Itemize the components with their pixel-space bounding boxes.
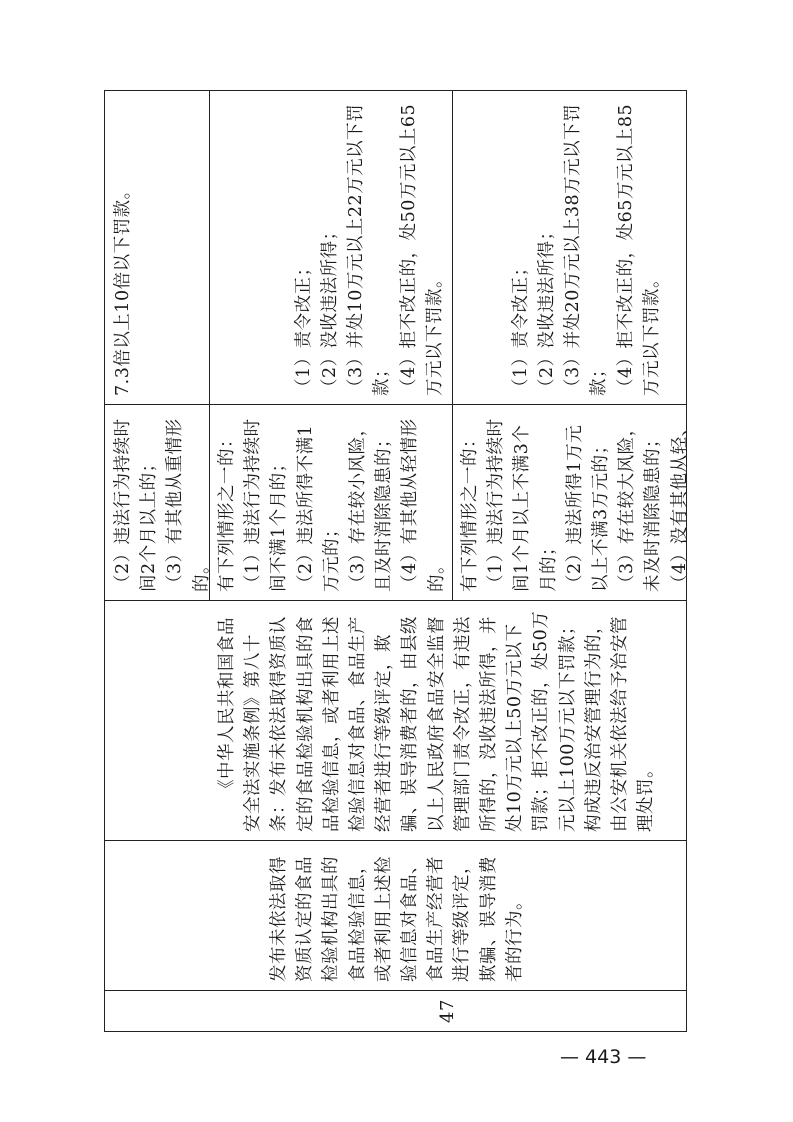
- light-condition-line: （2）违法所得不满1万元的；: [295, 424, 342, 592]
- light-condition-line: （4）有其他从轻情形的。: [400, 418, 447, 592]
- light-penalty-cell: [212, 92, 450, 402]
- light-penalty-line: （3）并处10万元以上22万元以下罚款；: [346, 103, 393, 396]
- medium-condition-line: 有下列情形之一的：: [460, 430, 480, 592]
- medium-penalty-cell: [455, 92, 685, 402]
- row-number: 47: [436, 999, 458, 1023]
- prev-condition-cell: [108, 406, 212, 598]
- prev-penalty-cell: [108, 92, 208, 402]
- medium-condition-line: （2）违法所得1万元以上不满3万元的；: [564, 424, 612, 592]
- light-condition-line: 有下列情形之一的：: [217, 430, 237, 592]
- violation-text: 发布未依法取得资质认定的食品检验机构出具的食品检验信息，或者利用上述检验信息对食品、食品生产经营者进行等级评定，欺骗、误导消费者的行为。: [269, 856, 525, 982]
- violation-cell: [264, 842, 684, 988]
- medium-condition-cell: [455, 406, 690, 598]
- row-divider-2: [452, 90, 453, 600]
- medium-penalty-line: （2）没收违法所得；: [536, 222, 557, 396]
- light-condition-line: （1）违法行为持续时间不满1个月的；: [243, 418, 290, 592]
- medium-condition-line: （3）存在较大风险，未及时消除隐患的；: [617, 418, 664, 592]
- light-condition-line: （3）存在较小风险，且及时消除隐患的；: [348, 418, 395, 592]
- medium-condition-line: （4）没有其他从轻、: [669, 418, 690, 592]
- medium-penalty-line: （1）责令改正；: [510, 258, 531, 396]
- medium-penalty-line: （4）拒不改正的，处65万元以上85万元以下罚款。: [615, 103, 662, 396]
- legal-basis-text: 《中华人民共和国食品安全法实施条例》第八十条：发布未依法取得资质认定的食品检验机构出具的食品检验信息，或者利用上述检验信息对食品、食品生产经营者进行等级评定，欺骗、误导消费者的，由县级以上人民政府食品安全监督管理部门责令改正，有违法所得的，没收违法所得，并处10万元以上50万元以下罚款；拒不改正的，处50万元以上100万元以下罚款；构成违反治安管理行为的，由公安机关依法给予治安管理处罚。: [217, 610, 657, 832]
- medium-condition-line: （1）违法行为持续时间1个月以上不满3个月的；: [486, 418, 559, 592]
- light-penalty-line: （2）没收违法所得；: [319, 222, 340, 396]
- prev-condition-line: （2）违法行为持续时间2个月以上的；: [113, 418, 160, 592]
- light-penalty-line: （1）责令改正；: [293, 258, 314, 396]
- prev-penalty-line: 7.3倍以上10倍以下罚款。: [113, 181, 133, 396]
- rotated-penalty-table: [104, 90, 690, 1032]
- legal-basis-cell: [212, 602, 682, 838]
- prev-condition-line: （3）有其他从重情形的。: [165, 418, 212, 592]
- medium-penalty-line: （3）并处20万元以上38万元以下罚款；: [563, 103, 610, 396]
- page-number: — 443 —: [560, 1046, 647, 1068]
- light-condition-cell: [212, 406, 450, 598]
- row-number-cell: [209, 990, 687, 1032]
- light-penalty-line: （4）拒不改正的，处50万元以上65万元以下罚款。: [398, 103, 445, 396]
